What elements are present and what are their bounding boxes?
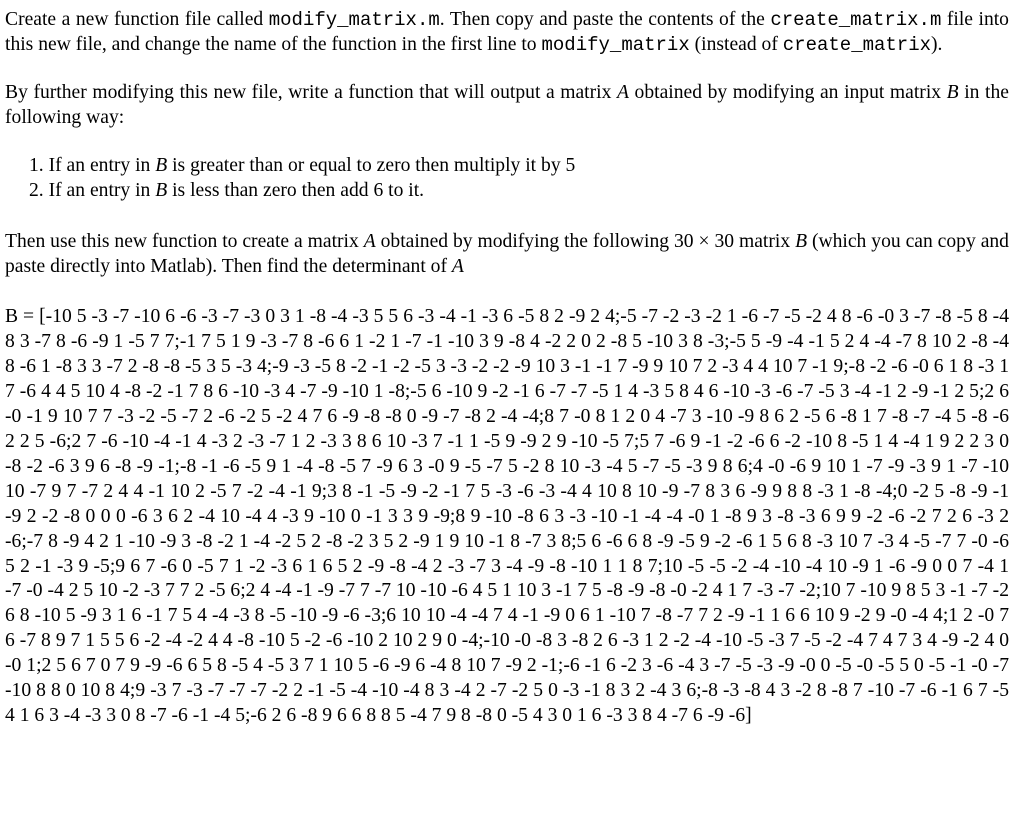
text: in the following way: [5,82,1009,128]
var-a: A [363,231,376,252]
instructions-paragraph [5,8,1009,57]
var-b: B [795,231,808,252]
matrix-b-definition: B = [-10 5 -3 -7 -10 6 -6 -3 -7 -3 0 3 1 -8 -4 -3 5 5 6 -3 -4 -1 -3 6 -5 8 2 -9 2 4;-5 -7 -2 -3 -2 1 -6 -7 -5 -2 4 8 -6 -0 3 -7 -8 -5 8 -4 8 3 -7 8 -6 -9 1 -5 7 7;-1 7 5 1 9 -3 -7 8 -6 6 1 -2 1 -7 -1 -10 3 9 -8 4 -2 2 0 2 -8 5 -10 3 8 -3;-5 5 -9 -4 -1 5 2 4 -4 -7 8 10 2 -8 -4 8 -6 1 -8 3 3 -7 2 -8 -8 -5 3 5 -3 4;-9 -3 -5 8 -2 -1 -2 -5 3 -3 -2 -2 -9 10 3 -1 -1 7 -9 9 10 7 2 -3 4 4 10 7 -1 9;-8 -2 -6 -0 6 1 8 -3 1 7 -6 4 4 5 10 4 -8 -2 -1 7 8 6 -10 -3 4 -7 -9 -10 1 -8;-5 6 -10 9 -2 -1 6 -7 -7 -5 1 4 -3 5 8 4 6 -10 -3 -6 -7 -5 3 -4 -1 2 -9 -1 2 5;2 6 -0 -1 9 10 7 7 -3 -2 -5 -7 2 -6 -2 5 -2 4 7 6 -9 -8 -8 0 -9 -7 -8 2 -4 -4;8 7 -0 8 1 2 0 4 -7 3 -10 -9 8 6 2 -5 6 -8 1 7 -8 -7 -4 5 -8 -6 2 2 5 -6;2 7 -6 -10 -4 -1 4 -3 2 -3 -7 1 2 -3 3 8 6 10 -3 7 -1 1 -5 9 -9 2 9 -10 -5 7;5 7 -6 9 -1 -2 -6 6 -2 -10 8 -5 1 4 -4 1 9 2 2 3 0 -8 -2 -6 3 9 6 -8 -9 -1;-8 -1 -6 -5 9 1 -4 -8 -5 7 -9 6 3 -0 9 -5 -7 5 -2 8 10 -3 -4 5 -7 -5 -3 9 8 6;4 -0 -6 9 10 1 -7 -9 -3 9 1 -7 -10 10 -7 9 7 -7 2 4 4 -1 10 2 -5 7 -2 -4 -1 9;3 8 -1 -5 -9 -2 -1 7 5 -3 -6 -3 -4 4 10 8 10 -9 -7 8 3 6 -9 9 8 8 -3 1 -8 -4;0 -2 5 -8 -9 -1 -9 2 -2 -8 0 0 0 -6 3 6 2 -4 10 -4 4 -3 9 -10 0 -1 3 3 9 -9;8 9 -10 -8 6 3 -3 -10 -1 -4 -4 -0 1 -8 9 3 -8 -3 6 9 9 -2 -6 -2 7 2 6 -3 2 -6;-7 8 -9 4 2 1 -10 -9 3 -8 -2 1 -4 -2 5 2 -8 -2 3 5 2 -9 1 9 10 -1 8 -7 3 8;5 6 -6 6 8 -9 -5 9 -2 -6 1 5 6 8 -3 10 7 -3 4 -5 -7 7 -0 -6 5 2 -1 -3 9 -5;9 6 7 -6 0 -5 7 1 -2 -3 6 1 6 5 2 -9 -8 -4 2 -3 -7 3 -4 -9 -8 -10 1 1 8 7;10 -5 -5 -2 -4 -10 -4 10 -9 1 -6 -9 0 0 7 -4 1 -7 -0 -4 2 5 10 -2 -3 7 7 2 -5 6;2 4 -4 -1 -9 -7 7 -7 10 -10 -6 4 5 1 10 3 -1 7 5 -8 -9 -8 -0 -2 4 1 7 -3 -7 -2;10 7 -10 9 8 5 3 -1 -7 -2 6 8 -10 5 -9 3 1 6 -1 7 5 4 -4 -3 8 -5 -10 -9 -6 -3;6 10 10 -4 -4 7 4 -1 -9 0 6 1 -10 7 -8 -7 7 2 -9 -1 1 6 6 10 9 -2 9 -0 -4 4;1 2 -0 7 6 -7 8 9 7 1 5 5 6 -2 -4 -2 4 4 -8 -10 5 -2 -6 -10 2 10 2 9 0 -4;-10 -0 -8 3 -8 2 6 -3 1 2 -2 -4 -10 -5 -3 7 -5 -2 -4 7 4 7 3 4 -9 -2 4 0 -0 1;2 5 6 7 0 7 9 -9 -6 6 5 8 -5 4 -5 3 7 1 10 5 -6 -9 6 -4 8 10 7 -9 2 -1;-6 -1 6 -2 3 -6 -4 3 -7 -5 -3 -9 -0 0 -5 -0 -5 5 0 -5 -1 -0 -7 -10 8 8 0 10 8 4;9 -3 7 -3 -7 -7 -7 -2 2 -1 -5 -4 -10 -4 8 3 -4 2 -7 -2 5 0 -3 -1 8 3 2 -4 3 6;-8 -3 -8 4 3 -2 8 -8 7 -10 -7 -6 -1 6 7 -5 4 1 6 3 -4 -3 3 0 8 -7 -6 -1 -4 5;-6 2 6 -8 9 6 6 8 8 5 -4 7 9 8 -8 0 -5 4 3 0 1 6 -3 3 8 4 -7 6 -9 -6] [5,306,1009,727]
code-function-create: create_matrix [782,33,932,56]
text: (instead of [689,33,783,55]
text: obtained by modifying an input matrix [628,82,947,103]
var-b: B [946,82,959,103]
list-number: 2. [29,179,44,201]
code-function-modify: modify_matrix [541,33,690,56]
code-filename-modify: modify_matrix.m [268,9,440,31]
var-b: B [155,155,168,176]
list-number: 1. [29,155,44,176]
var-a: A [616,82,629,103]
text: Create a new function file called [5,9,269,30]
problem-document [5,8,1009,729]
text: is greater than or equal to zero then multiply it by 5 [167,155,576,176]
text: . Then copy and paste the contents of the [439,9,771,30]
rules-list [5,154,1009,203]
text: If an entry in [48,155,156,176]
text: Then use this new function to create a matrix [5,231,364,252]
text: file into this new file, and change the name of the function in the first line to [5,9,1009,55]
var-a: A [451,255,464,277]
text: ). [931,33,943,55]
text: obtained by modifying the following 30 × 30 matrix [375,231,796,252]
text: If an entry in [48,179,156,201]
task-paragraph [5,81,1009,130]
list-item [29,154,1009,179]
var-b: B [155,179,168,201]
list-item [29,179,1009,204]
usage-paragraph [5,230,1009,279]
text: is less than zero then add 6 to it. [167,179,425,201]
text: (which you can copy and paste directly into Matlab). Then find the determinant of [5,231,1009,277]
code-filename-create: create_matrix.m [770,9,942,31]
text: By further modifying this new file, write a function that will output a matrix [5,82,617,103]
